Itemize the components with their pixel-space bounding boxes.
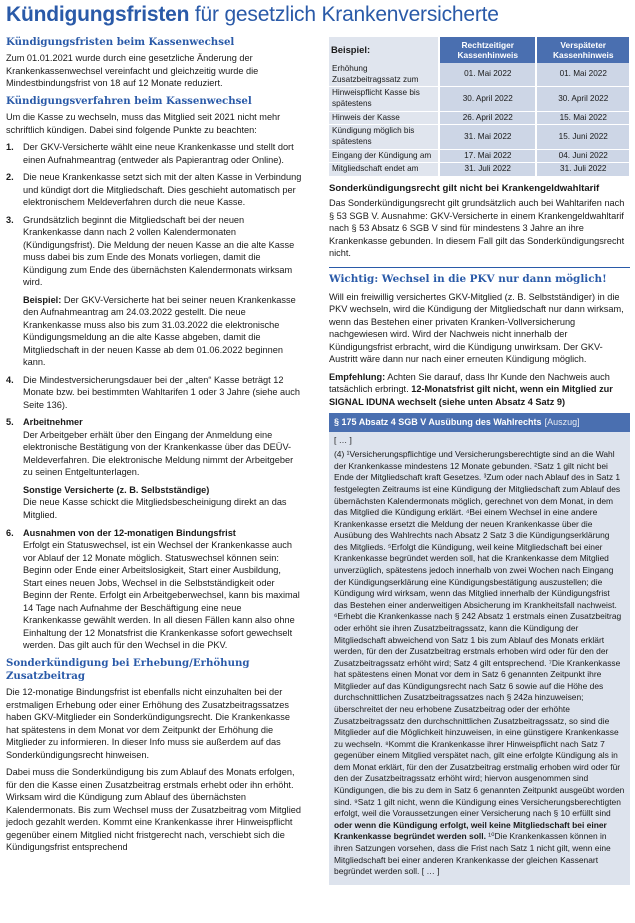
law-excerpt-body: [ … ] (4) ¹Versicherungspflichtige und Versicherungsberechtigte sind an die Wahl der Krankenkasse mindestens 12 Monate gebunden. ²Satz 1 gilt nicht bei Ende der Mitgliedschaft kraft Gesetzes. ³Zum oder nach Ablauf des in Satz 1 festgelegten Zeitraums ist eine Kündigung der Mitgliedschaft zum Ablauf des übernächsten Kalendermonats möglich, gerechnet von dem Monat, in dem das Mitglied die Kündigung erklärt. ⁴Bei einem Wechsel in eine andere Krankenkasse ersetzt die Meldung der neuen Krankenkasse über die Ausübung des Wahlrechts nach Absatz 2 Satz 3 die Kündigungserklärung des Mitglieds. ⁵Erfolgt die Kündigung, weil keine Mitgliedschaft bei einer Krankenkasse begründet werden soll, hat die Krankenkasse dem Mitglied unverzüglich, spätestens jedoch innerhalb von zwei Wochen nach Eingang der Kündigungserklärung eine Kündigungsbestätigung auszustellen; die Kündigung wird wirksam, wenn das Mitglied innerhalb der Kündigungsfrist das Bestehen einer anderweitigen Absicherung im Krankheitsfall nachweist. ⁶Erhebt die Krankenkasse nach § 242 Absatz 1 erstmals einen Zusatzbeitrag oder erhöht sie ihren Zusatzbeitragssatz, kann die Kündigung der Mitgliedschaft abweichend von Satz 1 bis zum Ablauf des Monats erklärt werden, für den der Zusatzbeitrag erstmals erhoben wird oder für den der Zusatzbeitragssatz erhöht wird; Satz 4 gilt entsprechend. ⁷Die Krankenkasse hat spätestens einen Monat vor dem in Satz 6 genannten Zeitpunkt ihre Mitglieder auf das Kündigungsrecht nach Satz 6 sowie auf die Höhe des durchschnittlichen Zusatzbeitragssatzes nach § 242a hinzuweisen; überschreitet der neu erhobene Zusatzbeitrag oder der erhöhte Zusatzbeitragssatz den durchschnittlichen Zusatzbeitragssatz, so sind die Mitglieder auf die Möglichkeit hinzuweisen, in eine günstigere Krankenkasse zu wechseln. ⁸Kommt die Krankenkasse ihrer Hinweispflicht nach Satz 7 gegenüber einem Mitglied verspätet nach, gilt eine erfolgte Kündigung als in dem Monat erklärt, für den der Zusatzbeitrag erstmalig erhoben wird oder für den der Zusatzbeitragssatz erhöht wird; hiervon ausgenommen sind Kündigungen, die bis zu dem in Satz 6 genannten Zeitpunkt ausgeübt worden sind. ⁹Satz 1 gilt nicht, wenn die Kündigung eines Versicherungsberechtigten erfolgt, weil die Voraussetzungen einer Versicherung nach § 10 erfüllt sind oder wenn die Kündigung erfolgt, weil keine Mitgliedschaft bei einer Krankenkasse begründet werden soll. ¹⁰Die Krankenkassen können in ihren Satzungen vorsehen, dass die Frist nach Satz 1 nicht gilt, wenn eine Mitgliedschaft bei einer anderen Krankenkasse der gleichen Kassenart begründet werden soll. [ … ]	[334, 434, 625, 877]
heading-wichtig-pkv: Wichtig: Wechsel in die PKV nur dann möglich!	[329, 267, 630, 286]
list-item: 2. Die neue Krankenkasse setzt sich mit der alten Kasse in Verbindung und kündigt dort die Mitgliedschaft. Dies geschieht automatisch per elektronischem Meldeverfahren durch die neue Kasse.	[6, 172, 302, 208]
table-label: Beispiel:	[329, 37, 439, 63]
law-excerpt-box	[329, 413, 630, 884]
recommendation: Empfehlung: Achten Sie darauf, dass Ihr Kunde den Nachweis auch tatsächlich erbringt. 12-Monatsfrist gilt nicht, wenn ein Mitglied zur SIGNAL IDUNA wechselt (siehe unten Absatz 4 Satz 9)	[329, 371, 613, 407]
list-item: 5. Arbeitnehmer Der Arbeitgeber erhält über den Eingang der Anmeldung eine elektronische Bestätigung von der Krankenkasse über das DEÜV-Meldeverfahren. Die elektronische Meldung nimmt der Arbeitgeber zu seinen Entgeltunterlagen.	[6, 417, 294, 478]
list-item: 6. Ausnahmen von der 12-monatigen Bindungsfrist Erfolgt ein Statuswechsel, ist ein Wechsel der Krankenkasse auch vor Ablauf der 12 Monate möglich. Statuswechsel können sein: Beginn oder Ende einer Arbeitslosigkeit, Start einer Ausbildung, Start eines neuen Jobs, Wechsel in die Selbstständigkeit oder Beginn der Rente. Erfolgt ein Arbeitgeberwechsel, kann bis maximal 14 Tage nach Aufnahme der Beschäftigung eine neue Krankenkasse gewählt werden. In all diesen Fällen kann also ohne Einhaltung der 12 Monatsfrist die Krankenkasse sofort gewechselt werden. Das gilt auch für den Wechsel in die PKV.	[6, 527, 300, 651]
heading-kassenwechsel: Kündigungsfristen beim Kassenwechsel	[6, 36, 235, 48]
table-row: Hinweispflicht Kasse bis spätestens 30. April 2022 30. April 2022	[329, 87, 629, 111]
heading-sonderkuendigung: Sonderkündigung bei Erhebung/Erhöhung Zusatzbeitrag	[6, 656, 250, 682]
sonderkuendigung-paragraph-1: Die 12-monatige Bindungsfrist ist ebenfalls nicht einzuhalten bei der erstmaligen Erhebung oder einer Erhöhung des Zusatzbeitragssatzes haben GKV-Mitglieder ein Sonderkündigungsrecht. Die Krankenkasse hat spätestens in dem Monat vor dem Zeitpunkt der Erhöhung die Mitglieder zu informieren. In dieser Info muss sie außerdem auf das Sonderkündigungsrecht hinweisen.	[6, 687, 290, 760]
procedure-intro: Um die Kasse zu wechseln, muss das Mitglied seit 2021 nicht mehr schriftlich kündigen. Dabei sind folgende Punkte zu beachten:	[6, 112, 281, 135]
list-item: 4. Die Mindestversicherungsdauer bei der „alten“ Kasse beträgt 12 Monate bzw. bei bestimmten Wahltarifen 1 oder 3 Jahre (siehe auch Seite 136).	[6, 374, 300, 410]
right-column	[329, 37, 630, 921]
procedure-list	[6, 141, 302, 289]
column-header: Verspäteter Kassenhinweis	[536, 37, 629, 63]
table-row: Hinweis der Kasse 26. April 2022 15. Mai 2022	[329, 111, 629, 125]
left-column	[6, 36, 302, 921]
example-paragraph: Beispiel: Der GKV-Versicherte hat bei seiner neuen Krankenkasse den Aufnahmeantrag am 24.03.2022 gestellt. Die neue Krankenkasse muss also bis zum 31.03.2022 die elektronische Kündigungsmeldung an die alte Kasse abgeben, damit die Mitgliedschaft in der neuen Kasse ab dem 01.06.2022 beginnen kann.	[23, 294, 296, 368]
list-item: 1. Der GKV-Versicherte wählt eine neue Krankenkasse und stellt dort einen Aufnahmeantrag (entweder als Papierantrag oder Online).	[6, 142, 294, 165]
column-header: Rechtzeitiger Kassenhinweis	[439, 37, 536, 63]
heading-kuendigungsverfahren: Kündigungsverfahren beim Kassenwechsel	[6, 94, 252, 107]
table-row: Erhöhung Zusatzbeitragssatz zum 01. Mai 2022 01. Mai 2022	[329, 63, 629, 87]
krankengeldwahltarif-paragraph: Das Sonderkündigungsrecht gilt grundsätzlich auch bei Wahltarifen nach § 53 SGB V. Ausnahme: GKV-Versicherte in einem Krankengeldwahltarif nach § 53 Absatz 6 SGB V sind für mindestens 3 Jahre an ihre Krankenkasse gebunden. In diesem Fall gilt das Sonderkündigungsrecht nicht.	[329, 198, 625, 259]
table-row: Kündigung möglich bis spätestens 31. Mai 2022 15. Juni 2022	[329, 125, 629, 149]
heading-krankengeldwahltarif: Sonderkündigungsrecht gilt nicht bei Krankengeldwahltarif	[329, 183, 600, 195]
table-row: Mitgliedschaft endet am 31. Juli 2022 31. Juli 2022	[329, 163, 629, 177]
example-table	[329, 37, 629, 177]
law-excerpt-header: § 175 Absatz 4 SGB V Ausübung des Wahlrechts [Auszug]	[329, 413, 630, 431]
list-item: 3. Grundsätzlich beginnt die Mitgliedschaft bei der neuen Krankenkasse dann nach 2 vollen Kalendermonaten (Kündigungsfrist). Die Meldung der neuen Kasse an die alte Kasse muss dabei bis zum Ende des Monats vorliegen, damit die Kündigung zum Ende des übernächsten Kalendermonats wirksam wird.	[6, 214, 295, 288]
pkv-paragraph: Will ein freiwillig versichertes GKV-Mitglied (z. B. Selbstständiger) in die PKV wechseln, wird die Kündigung der Mitgliedschaft nur dann wirksam, wenn das Bestehen einer privaten Kranken-Vollversicherung nachgewiesen wird. Wird der Nachweis nicht innerhalb der Kündigungsfrist erbracht, wird die Kündigung unwirksam. Der GKV-Austritt wäre dann nur nach einer erneuten Kündigung möglich.	[329, 291, 624, 365]
intro-paragraph: Zum 01.01.2021 wurde durch eine gesetzliche Änderung der Krankenkassenwechsel vereinfacht und gleichzeitig wurde die Mindestbindungsfrist von 18 auf 12 Monate reduziert.	[6, 53, 259, 89]
sonderkuendigung-paragraph-2: Dabei muss die Sonderkündigung bis zum Ablauf des Monats erfolgen, für den die Kasse einen Zusatzbeitrag erstmals erhebt oder ihn erhöht. Wirksam wird die Kündigung zum Ablauf des übernächsten Kalendermonats. Bis zum Wechsel muss der Zusatzbeitrag vom Mitglied jedoch gezahlt werden. Kommt eine Krankenkasse ihrer Hinweispflicht gegenüber einem Mitglied nicht fristgerecht nach, verschiebt sich die Kündigungsfrist entsprechend	[6, 767, 301, 853]
sonstige-versicherte: Sonstige Versicherte (z. B. Selbstständige) Die neue Kasse schickt die Mitgliedsbescheinigung direkt an das Mitglied.	[23, 484, 287, 520]
page-title: Kündigungsfristen für gesetzlich Krankenversicherte	[6, 3, 499, 26]
table-row: Eingang der Kündigung am 17. Mai 2022 04. Juni 2022	[329, 149, 629, 163]
